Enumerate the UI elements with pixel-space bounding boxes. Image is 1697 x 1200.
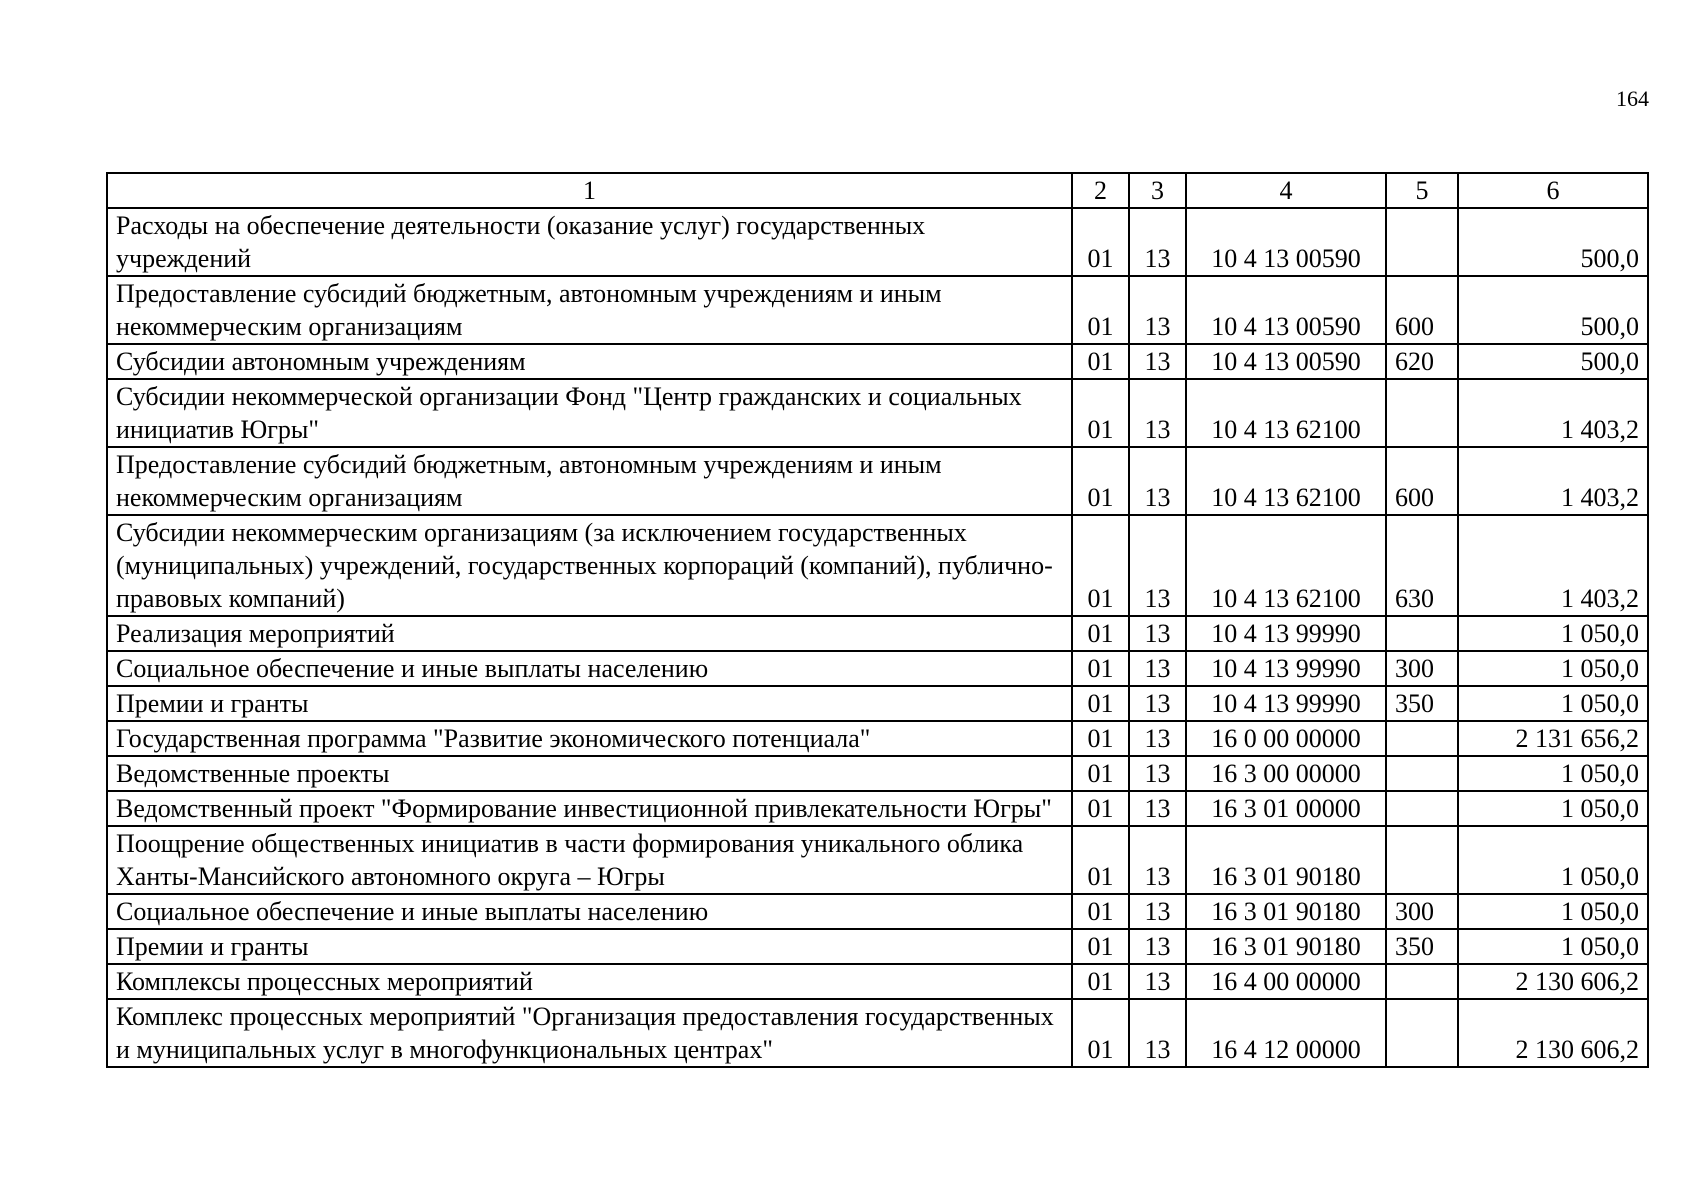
table-row	[107, 344, 1648, 379]
cell-name: Предоставление субсидий бюджетным, автономным учреждениям и иным некоммерческим организациям	[107, 447, 1072, 515]
cell-name: Премии и гранты	[107, 929, 1072, 964]
table-row	[107, 999, 1648, 1067]
cell-amount: 1 050,0	[1458, 686, 1648, 721]
header-col-4: 4	[1186, 173, 1386, 208]
header-col-5: 5	[1386, 173, 1458, 208]
cell-name: Государственная программа "Развитие экономического потенциала"	[107, 721, 1072, 756]
header-col-1: 1	[107, 173, 1072, 208]
header-col-2: 2	[1072, 173, 1129, 208]
table-row	[107, 894, 1648, 929]
cell-expense-type: 350	[1386, 929, 1458, 964]
cell-subsection: 13	[1129, 344, 1186, 379]
cell-expense-type	[1386, 791, 1458, 826]
cell-subsection: 13	[1129, 651, 1186, 686]
cell-subsection: 13	[1129, 999, 1186, 1067]
table-row	[107, 515, 1648, 616]
cell-expense-type	[1386, 208, 1458, 276]
cell-amount: 500,0	[1458, 276, 1648, 344]
cell-name: Предоставление субсидий бюджетным, автономным учреждениям и иным некоммерческим организациям	[107, 276, 1072, 344]
cell-section: 01	[1072, 686, 1129, 721]
cell-subsection: 13	[1129, 276, 1186, 344]
cell-name: Реализация мероприятий	[107, 616, 1072, 651]
cell-target-article: 16 3 00 00000	[1186, 756, 1386, 791]
cell-section: 01	[1072, 929, 1129, 964]
cell-section: 01	[1072, 999, 1129, 1067]
cell-subsection: 13	[1129, 447, 1186, 515]
cell-expense-type: 600	[1386, 276, 1458, 344]
cell-amount: 1 403,2	[1458, 515, 1648, 616]
cell-subsection: 13	[1129, 929, 1186, 964]
cell-section: 01	[1072, 826, 1129, 894]
cell-name: Премии и гранты	[107, 686, 1072, 721]
table-row	[107, 826, 1648, 894]
cell-amount: 2 130 606,2	[1458, 999, 1648, 1067]
cell-amount: 1 050,0	[1458, 756, 1648, 791]
cell-target-article: 16 4 00 00000	[1186, 964, 1386, 999]
cell-subsection: 13	[1129, 721, 1186, 756]
cell-name: Ведомственные проекты	[107, 756, 1072, 791]
table-row	[107, 791, 1648, 826]
cell-section: 01	[1072, 756, 1129, 791]
cell-amount: 500,0	[1458, 344, 1648, 379]
cell-subsection: 13	[1129, 379, 1186, 447]
header-col-3: 3	[1129, 173, 1186, 208]
table-header-row	[107, 173, 1648, 208]
cell-expense-type	[1386, 964, 1458, 999]
table-row	[107, 721, 1648, 756]
cell-amount: 2 131 656,2	[1458, 721, 1648, 756]
table-row	[107, 686, 1648, 721]
table-row	[107, 964, 1648, 999]
table-row	[107, 379, 1648, 447]
cell-expense-type: 630	[1386, 515, 1458, 616]
cell-expense-type	[1386, 616, 1458, 651]
cell-name: Субсидии некоммерческим организациям (за исключением государственных (муниципальных) учреждений, государственных корпораций (компаний), публично-правовых компаний)	[107, 515, 1072, 616]
cell-target-article: 10 4 13 99990	[1186, 616, 1386, 651]
cell-amount: 1 050,0	[1458, 826, 1648, 894]
budget-table	[106, 172, 1649, 1068]
cell-expense-type: 300	[1386, 894, 1458, 929]
cell-amount: 1 403,2	[1458, 379, 1648, 447]
cell-target-article: 16 4 12 00000	[1186, 999, 1386, 1067]
cell-amount: 1 050,0	[1458, 651, 1648, 686]
cell-target-article: 10 4 13 99990	[1186, 686, 1386, 721]
cell-expense-type	[1386, 379, 1458, 447]
cell-target-article: 10 4 13 00590	[1186, 276, 1386, 344]
cell-subsection: 13	[1129, 616, 1186, 651]
cell-target-article: 16 3 01 00000	[1186, 791, 1386, 826]
cell-target-article: 10 4 13 00590	[1186, 344, 1386, 379]
cell-target-article: 16 3 01 90180	[1186, 929, 1386, 964]
page-number: 164	[1616, 86, 1649, 111]
cell-subsection: 13	[1129, 826, 1186, 894]
cell-subsection: 13	[1129, 208, 1186, 276]
cell-amount: 500,0	[1458, 208, 1648, 276]
cell-target-article: 16 0 00 00000	[1186, 721, 1386, 756]
table-row	[107, 929, 1648, 964]
cell-amount: 1 050,0	[1458, 616, 1648, 651]
cell-amount: 1 050,0	[1458, 929, 1648, 964]
table-row	[107, 276, 1648, 344]
cell-section: 01	[1072, 208, 1129, 276]
cell-name: Поощрение общественных инициатив в части формирования уникального облика Ханты-Мансийского автономного округа – Югры	[107, 826, 1072, 894]
cell-section: 01	[1072, 721, 1129, 756]
cell-section: 01	[1072, 651, 1129, 686]
cell-amount: 2 130 606,2	[1458, 964, 1648, 999]
cell-expense-type: 300	[1386, 651, 1458, 686]
cell-subsection: 13	[1129, 686, 1186, 721]
cell-expense-type	[1386, 826, 1458, 894]
cell-target-article: 10 4 13 62100	[1186, 515, 1386, 616]
cell-target-article: 16 3 01 90180	[1186, 826, 1386, 894]
cell-target-article: 10 4 13 00590	[1186, 208, 1386, 276]
cell-name: Социальное обеспечение и иные выплаты населению	[107, 894, 1072, 929]
table-row	[107, 616, 1648, 651]
cell-name: Комплексы процессных мероприятий	[107, 964, 1072, 999]
cell-section: 01	[1072, 791, 1129, 826]
cell-section: 01	[1072, 515, 1129, 616]
cell-subsection: 13	[1129, 515, 1186, 616]
cell-target-article: 10 4 13 62100	[1186, 447, 1386, 515]
cell-name: Субсидии автономным учреждениям	[107, 344, 1072, 379]
table-row	[107, 651, 1648, 686]
cell-subsection: 13	[1129, 791, 1186, 826]
cell-expense-type: 350	[1386, 686, 1458, 721]
header-col-6: 6	[1458, 173, 1648, 208]
cell-expense-type: 600	[1386, 447, 1458, 515]
cell-expense-type	[1386, 999, 1458, 1067]
cell-name: Комплекс процессных мероприятий "Организация предоставления государственных и муниципальных услуг в многофункциональных центрах"	[107, 999, 1072, 1067]
cell-target-article: 16 3 01 90180	[1186, 894, 1386, 929]
cell-subsection: 13	[1129, 756, 1186, 791]
cell-expense-type: 620	[1386, 344, 1458, 379]
cell-section: 01	[1072, 379, 1129, 447]
cell-amount: 1 403,2	[1458, 447, 1648, 515]
cell-target-article: 10 4 13 62100	[1186, 379, 1386, 447]
cell-expense-type	[1386, 721, 1458, 756]
table-row	[107, 208, 1648, 276]
cell-amount: 1 050,0	[1458, 894, 1648, 929]
cell-section: 01	[1072, 894, 1129, 929]
cell-name: Расходы на обеспечение деятельности (оказание услуг) государственных учреждений	[107, 208, 1072, 276]
cell-section: 01	[1072, 964, 1129, 999]
cell-name: Ведомственный проект "Формирование инвестиционной привлекательности Югры"	[107, 791, 1072, 826]
cell-section: 01	[1072, 447, 1129, 515]
table-row	[107, 447, 1648, 515]
cell-amount: 1 050,0	[1458, 791, 1648, 826]
cell-section: 01	[1072, 276, 1129, 344]
cell-subsection: 13	[1129, 964, 1186, 999]
cell-name: Социальное обеспечение и иные выплаты населению	[107, 651, 1072, 686]
cell-subsection: 13	[1129, 894, 1186, 929]
cell-name: Субсидии некоммерческой организации Фонд "Центр гражданских и социальных инициатив Югры"	[107, 379, 1072, 447]
table-row	[107, 756, 1648, 791]
cell-section: 01	[1072, 344, 1129, 379]
cell-target-article: 10 4 13 99990	[1186, 651, 1386, 686]
cell-section: 01	[1072, 616, 1129, 651]
cell-expense-type	[1386, 756, 1458, 791]
table-body	[107, 208, 1648, 1067]
